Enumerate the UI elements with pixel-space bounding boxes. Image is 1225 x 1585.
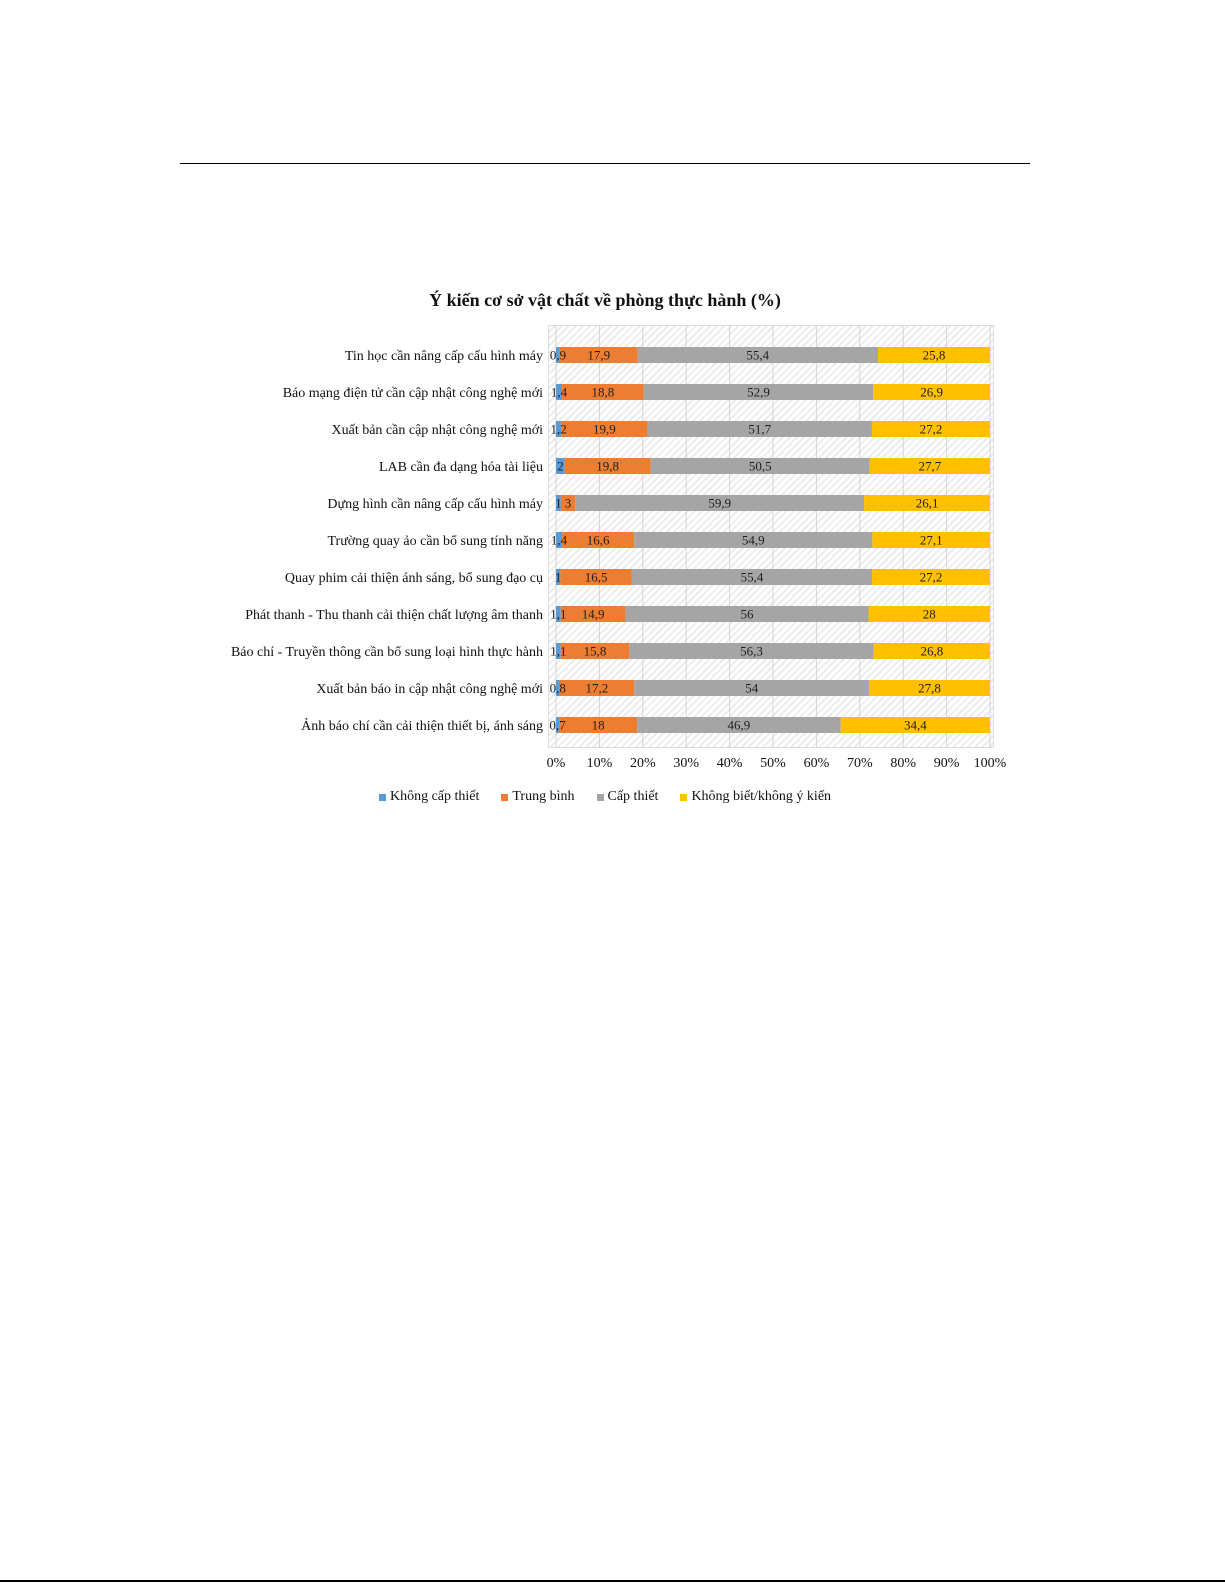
- data-label: 3: [564, 495, 572, 511]
- footer-rule: [0, 1580, 1225, 1582]
- x-tick-label: 80%: [890, 756, 917, 771]
- category-label: Báo mạng điện tử cần cập nhật công nghệ mới: [282, 386, 543, 401]
- data-label: 18,8: [591, 384, 615, 400]
- data-label: 27,2: [919, 421, 943, 437]
- data-label: 27,8: [918, 680, 941, 696]
- data-label: 1: [555, 495, 562, 511]
- data-label: 54,9: [741, 532, 765, 548]
- category-label: LAB cần đa dạng hóa tài liệu: [378, 460, 543, 475]
- legend-swatch: [597, 794, 604, 801]
- category-label: Dựng hình cần nâng cấp cấu hình máy: [327, 497, 543, 512]
- data-label: 18: [591, 717, 605, 733]
- x-tick-label: 90%: [933, 756, 960, 771]
- data-label: 56: [740, 606, 754, 622]
- legend-item-trung-binh: [501, 787, 574, 807]
- data-label: 59,9: [708, 495, 732, 511]
- data-label: 54: [745, 680, 759, 696]
- data-label: 0,7: [549, 717, 566, 733]
- legend-label: Không biết/không ý kiến: [691, 789, 832, 804]
- data-label: 19,8: [596, 458, 620, 474]
- x-tick-label: 50%: [760, 756, 786, 771]
- legend-item-cap-thiet: [597, 787, 659, 807]
- data-label: 15,8: [583, 643, 607, 659]
- data-label: 26,8: [920, 643, 944, 659]
- data-label: 16,5: [584, 569, 608, 585]
- legend-label: Cấp thiết: [607, 789, 659, 804]
- x-tick-label: 60%: [803, 756, 830, 771]
- legend-item-khong-cap-thiet: [379, 787, 479, 807]
- legend-label: Trung bình: [512, 789, 575, 804]
- x-tick-label: 30%: [673, 756, 700, 771]
- data-label: 26,1: [915, 495, 939, 511]
- data-label: 1,4: [550, 384, 568, 400]
- legend-label: Không cấp thiết: [389, 789, 480, 804]
- x-axis: [547, 756, 1007, 771]
- data-label: 2: [557, 458, 564, 474]
- category-label: Báo chí - Truyền thông cần bổ sung loại hình thực hành: [230, 645, 543, 660]
- data-label: 56,3: [740, 643, 763, 659]
- data-label: 1,2: [550, 421, 567, 437]
- data-label: 14,9: [581, 606, 605, 622]
- category-label: Phát thanh - Thu thanh cải thiện chất lượng âm thanh: [245, 608, 543, 623]
- x-tick-label: 10%: [586, 756, 613, 771]
- data-label: 0,8: [549, 680, 566, 696]
- category-label: Ảnh báo chí cần cải thiện thiết bị, ánh sáng: [301, 719, 543, 734]
- data-label: 55,4: [746, 347, 770, 363]
- legend-item-khong-biet: [680, 787, 831, 807]
- chart-canvas: [180, 280, 1030, 780]
- data-label: 0,9: [549, 347, 567, 363]
- legend-swatch: [379, 794, 386, 801]
- data-label: 50,5: [748, 458, 772, 474]
- chart-title: Ý kiến cơ sở vật chất về phòng thực hành (%): [429, 290, 781, 310]
- data-label: 27,7: [918, 458, 942, 474]
- data-label: 25,8: [922, 347, 946, 363]
- data-label: 1,1: [550, 643, 567, 659]
- header-rule: [180, 163, 1030, 164]
- legend-swatch: [501, 794, 508, 801]
- data-label: 1,4: [550, 532, 568, 548]
- chart: [180, 280, 1030, 825]
- data-label: 26,9: [920, 384, 944, 400]
- data-label: 27,2: [919, 569, 943, 585]
- y-axis: [231, 349, 543, 734]
- data-label: 17,9: [587, 347, 611, 363]
- data-label: 52,9: [747, 384, 770, 400]
- legend: [180, 787, 1030, 807]
- category-label: Quay phim cải thiện ánh sáng, bổ sung đạo cụ: [284, 571, 543, 586]
- data-label: 16,6: [586, 532, 610, 548]
- legend-swatch: [680, 794, 687, 801]
- data-label: 46,9: [727, 717, 751, 733]
- data-label: 51,7: [748, 421, 772, 437]
- data-label: 27,1: [919, 532, 943, 548]
- data-label: 19,9: [593, 421, 616, 437]
- x-tick-label: 100%: [973, 756, 1007, 771]
- data-label: 28: [922, 606, 936, 622]
- category-label: Xuất bản cần cập nhật công nghệ mới: [331, 423, 543, 438]
- data-label: 1,1: [550, 606, 567, 622]
- data-label: 55,4: [740, 569, 764, 585]
- data-label: 34,4: [903, 717, 927, 733]
- category-label: Trường quay ảo cần bổ sung tính năng: [327, 534, 543, 549]
- data-label: 17,2: [585, 680, 609, 696]
- x-tick-label: 70%: [846, 756, 873, 771]
- category-label: Xuất bản báo in cập nhật công nghệ mới: [316, 682, 543, 697]
- x-tick-label: 0%: [546, 756, 566, 771]
- category-label: Tin học cần nâng cấp cấu hình máy: [344, 349, 543, 364]
- data-label: 1: [554, 569, 562, 585]
- x-tick-label: 40%: [716, 756, 743, 771]
- x-tick-label: 20%: [629, 756, 656, 771]
